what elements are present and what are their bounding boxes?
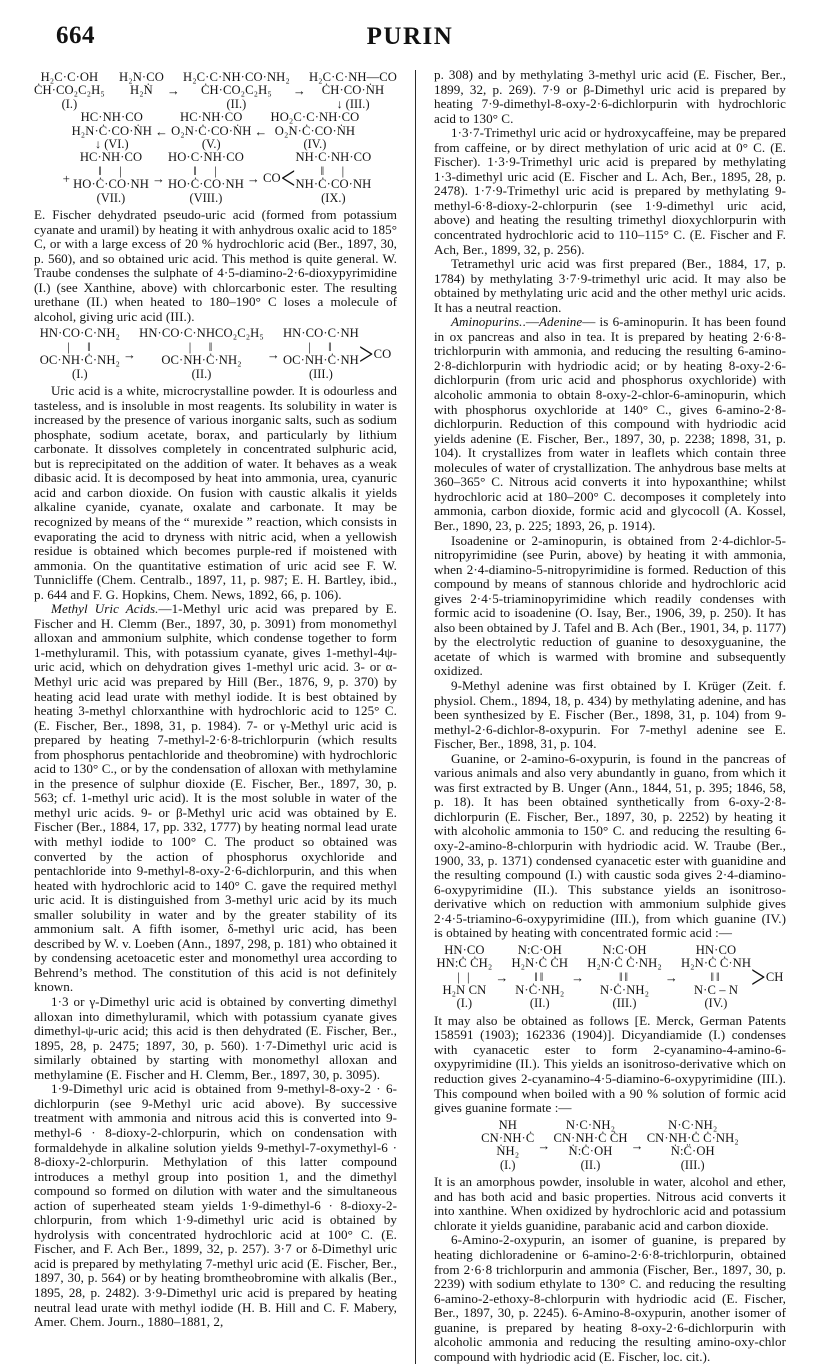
paragraph: 9-Methyl adenine was first obtained by I. Krüger (Zeit. f. physiol. Chem., 1894, 18, p. 434) by methylating adenine, and has been synthesized by E. Fischer (Ber., 1898, 31, p. 104) from 9-methyl-2·6-dichlor-8-oxypurin. For 7-methyl adenine see E. Fischer, Ber., 1898, 31, p. 104.: [433, 677, 786, 752]
formula-suffix: CH: [765, 969, 784, 984]
formula-fragment: HN·CO·C·NH₂ | ‖ OC·NH·Ċ·NH₂ (I.): [39, 326, 121, 381]
scheme-uric-acid-synthesis: [34, 71, 397, 205]
down-arrow-icon: ↓: [94, 137, 102, 152]
formula-fragment: NH·C·NH·CO ‖ | NH·Ċ·CO·NH (IX.): [295, 150, 372, 205]
down-arrow-icon: ↓: [336, 96, 343, 111]
paragraph-text: —1-Methyl uric acid was prepared by E. Fischer and H. Clemm (Ber., 1897, 30, p. 3091) from monomethyl alloxan and ammonium sulphite, which condense together to form 1-methyluramil. This, with potassium cyanate, gives 1-methyl-4ψ-uric acid, which on dehydration gives 1-methyl uric acid. 3- or α-Methyl uric acid was prepared by Hill (Ber., 1876, 9, p. 370) by heating acid lead urate with methyl iodide. It is best obtained by heating 3-methyl chlorxanthine with hydrochloric acid to 125° C. (E. Fischer, Ber., 1898, 31, p. 1984). 7- or γ-Methyl uric acid is prepared by heating 7-methyl-2·6·8-trichlorpurin (which results from phosphorus pentachloride and theobromine) with hydrochloric acid to 130° C., or by the condensation of alloxan with methylamine in the presence of sulphur dioxide (E. Fischer, Ber., 1897, 30, p. 563; cf. 1-methyl uric acid). It is the most soluble in water of the methyl uric acids. 9- or β-Methyl uric acid was obtained by E. Fischer (Ber., 1884, 17, pp. 332, 1777) by heating normal lead urate with methyl iodide to 100° C. The product so obtained was converted by the action of phosphorus oxychloride and pentachloride into 9-methyl-8-oxy-2·6-dichlorpurin, and this when heated with hydrochloric acid to 140° C. gave the required methyl uric acid. It is distinguished from 3-methyl uric acid by its much smaller solubility in water and by the greater stability of its ammonium salt. A fifth isomer, δ-methyl uric acid, has been described by W. v. Loeben (Ann., 1897, 298, p. 181) who obtained it by condensing acetoacetic ester and monomethyl urea according to Behrend’s method. The constitution of this acid is not definitely known.: [34, 601, 397, 995]
formula-fragment: HC·NH·CO ‖ | HO·Ċ·CO·NH (VII.): [73, 150, 149, 205]
paragraph: It may also be obtained as follows [E. Merck, German Patents 158591 (1903); 162336 (1904)]. Dicyandiamide (I.) condenses with cyanacetic ester to form 2-cyanamino-4-amino-6-oxypyrimidine (II.). This yields an isonitroso-derivative which on reduction gives 2-cyanamino-4·5-diamino-6-oxypyrimidine (III.). This compound when boiled with a 90 % solution of formic acid gives guanine formate :—: [433, 1012, 786, 1116]
reaction-arrow-icon: →: [292, 83, 306, 99]
section-heading: Methyl Uric Acids.: [51, 601, 159, 617]
reaction-arrow-icon: →: [166, 83, 180, 99]
scheme-traube-synthesis: [34, 327, 397, 381]
formula-fragment: HO·C·NH·CO ‖ | HO·Ċ·CO·NH (VIII.): [168, 150, 244, 205]
reaction-arrow-icon: →: [664, 969, 678, 985]
bond-marks: ‖‖: [534, 969, 546, 984]
formula-prefix: CO: [263, 170, 281, 185]
formula-fragment: HN·CO HN:Ċ ĊH₂ | | H₂N CN (I.): [436, 942, 493, 1011]
paragraph: It is an amorphous powder, insoluble in water, alcohol and ether, and has both acid and basic properties. Nitrous acid converts it into xanthine. When oxidized by hydrochloric acid and potassium chlorate it yields guanidine, parabanic acid and carbon dioxide.: [433, 1174, 786, 1233]
formula-fragment: HN·CO·C·NH | ‖ OC·NH·Ċ·NH (III.): [282, 326, 359, 381]
formula-fragment: H₂C·C·NH·CO·NH₂ ĊH·CO₂C₂H₅ (II.): [183, 70, 290, 111]
formula-fragment: HC·NH·CO H₂N·Ċ·CO·ṄH ↓ (VI.): [71, 110, 152, 152]
formula-fragment: HN·CO H₂N·Ċ Ċ·NH ‖‖ N·C – N (IV.): [680, 942, 752, 1011]
paragraph: Tetramethyl uric acid was first prepared (Ber., 1884, 17, p. 1784) by methylating 3·7·9-trimethyl uric acid. It may also be obtained by methylating uric acid and the other methyl uric acids. It has a neutral reaction.: [433, 256, 786, 315]
reaction-arrow-icon: →: [571, 969, 585, 985]
formula-fragment: H₂N·CO H₂Ṅ: [119, 70, 164, 98]
running-title: PURIN: [366, 23, 454, 50]
paragraph: 1·9-Dimethyl uric acid is obtained from 9-methyl-8-oxy-2 · 6-dichlorpurin (see 9-Methyl uric acid above). By successive treatment with ammonia and nitrous acid this is converted into 9-methyl-6 · 8-dioxy-2-chlorpurin, which on condensation with formaldehyde in alkaline solution yields 9-methyl-7-oxymethyl-6 · 8-dioxy-2-chlorpurin. Methylation of this latter compound introduces a methyl group into position 1, and the dimethyl compound so formed on dilution with water and the simultaneous action of superheated steam yields 1·9-dimethyl-6 · 8-dioxy-2-chlorpurin, from which 1·9-dimethyl uric acid is obtained by hydrolysis with concentrated hydrochloric acid at 100° C. (E. Fischer, and F. Ach Ber., 1899, 32, p. 257). 3·7 or δ-Dimethyl uric acid is prepared by methylating 7-methyl uric acid (E. Fischer, Ber., 1897, 30, p. 564) or by heating bromtheobromine with alkalis (Ber., 1895, 28, p. 2482). 3·9-Dimethyl uric acid is prepared by heating neutral lead urate with methyl iodide (H. B. Hill and C. F. Mabery, Amer. Chem. Journ., 1880–1881, 2,: [34, 1081, 397, 1330]
reaction-arrow-icon: →: [246, 170, 261, 186]
reaction-arrow-icon: →: [537, 1137, 551, 1153]
paragraph: E. Fischer dehydrated pseudo-uric acid (formed from potassium cyanate and uramil) by heating it with anhydrous oxalic acid to 185° C, or with a large excess of 20 % hydrochloric acid (Ber., 1897, 30, p. 560), and so obtained uric acid. This method is quite general. W. Traube condenses the sulphate of 4·5-diamino-2·6-dioxypyrimidine (I.) (see Xanthine, above) with chlorcarbonic ester. The resulting urethane (II.) when heated to 180–190° C loses a molecule of alcohol, giving uric acid (III.).: [34, 207, 397, 324]
reaction-arrow-icon: →: [123, 346, 137, 362]
brace-icon: >: [751, 959, 766, 996]
paragraph: Guanine, or 2-amino-6-oxypurin, is found in the pancreas of various animals and also very abundantly in guano, from which it was first extracted by B. Unger (Ann., 1844, 51, p. 395; 1846, 58, p. 18). It has been obtained synthetically from 6-oxy-2·8-dichlorpurin (E. Fischer, Ber., 1897, 30, p. 2252) by heating it with alcoholic ammonia to 150° C. and reducing the resulting 6-oxy-2-amino-8-chlorpurin with hydriodic acid. W. Traube (Ber., 1900, 33, p. 1371) condensed cyanacetic ester with guanidine and the resulting compound (I.) with caustic soda gives 2·4-diamino-6-oxypyrimidine (II.). This substance yields an isonitroso-derivative which on reduction with ammonium sulphide gives 2·4·5-triamino-6-oxypyrimidine (III.), from which guanine (IV.) is obtained by heating with concentrated formic acid :—: [433, 750, 786, 941]
column-divider: [415, 70, 416, 1364]
formula-suffix: CO: [373, 346, 392, 361]
reaction-arrow-icon: →: [266, 346, 280, 362]
formula-fragment: HC·NH·CO O₂N·Ċ·CO·ṄH (V.): [171, 110, 252, 152]
left-column: [34, 68, 408, 1330]
formula-fragment: HN·CO·C·NHCO₂C₂H₅ | ‖ OC·NH·Ċ·NH₂ (II.): [139, 326, 264, 381]
reaction-arrow-icon: →: [495, 969, 509, 985]
formula-fragment: HO₂C·C·NH·CO O₂N·Ċ·CO·ṄH (IV.): [270, 110, 360, 152]
formula-fragment: N·C·NH₂ CN·NH·Ċ Ċ·NH₂ Ṅ:C̈·OH (III.): [646, 1117, 739, 1172]
reaction-arrow-icon: ←: [154, 123, 169, 139]
right-column: [423, 68, 786, 1364]
formula-fragment: N:C·OH H₂N·Ċ ĊH ‖‖ N·Ċ·NH₂ (II.): [511, 942, 569, 1011]
scheme-guanine-formate: [434, 1119, 786, 1173]
paragraph: Aminopurins..—Adenine— is 6-aminopurin. It has been found in ox pancreas and also in tea. It is prepared by heating 2·6·8-trichlorpurin with ammonia, and reducing the resulting 6-amino-2·8-dichlorpurin with hydriodic acid; or by heating 8-oxy-2·6-dichlorpurin (from uric acid and phosphorus oxychloride) with alcoholic ammonia to obtain 8-oxy-2-chlor-6-aminopurin, which with phosphorus oxychloride at 140° C., gives 6-amino-2·8-dichlorpurin. Reduction of this compound with hydriodic acid yields adenine (E. Fischer, Ber., 1897, 30, p. 2238; 1898, 31, p. 104). It crystallizes from water in leaflets which contain three molecules of water of crystallization. The anhydrous base melts at 360–365° C. Nitrous acid converts it into hypoxanthine; whilst hydrochloric acid at 180–200° C. decomposes it completely into ammonia, carbon dioxide, formic acid and glycocoll (A. Kossel, Ber., 1890, 23, p. 225; 1893, 26, p. 1914).: [433, 314, 786, 533]
reaction-arrow-icon: →: [630, 1137, 644, 1153]
paragraph: Uric acid is a white, microcrystalline powder. It is odourless and tasteless, and is insoluble in most reagents. Its solubility in water is increased by the presence of various inorganic salts, such as sodium phosphate, sodium acetate, borax, and particularly by lithium carbonate. It dissolves completely in concentrated sulphuric acid, but is reprecipitated on the addition of water. It behaves as a weak dibasic acid. It is decomposed by heat into ammonia, urea, cyanuric acid and carbon dioxide. On fusion with caustic alkalis it yields alkaline cyanide, cyanate, oxalate and carbonate. It may be recognized by means of the “ murexide ” reaction, which consists in evaporating the acid to dryness with nitric acid, when a yellowish residue is obtained which becomes purple-red if moistened with ammonia. On the quantitative estimation of uric acid see F. W. Tunnicliffe (Chem. Centralb., 1897, 11, p. 987; E. H. Bartley, ibid., p. 644 and F. G. Hopkins, Chem. News, 1892, 66, p. 106).: [34, 383, 397, 602]
formula-fragment: H₂C·C·OH ĊH·CO₂C₂H₅ (I.): [34, 70, 105, 111]
running-head: [38, 22, 782, 68]
paragraph-text: — is 6-aminopurin. It has been found in ox pancreas and also in tea. It is prepared by heating 2·6·8-trichlorpurin with ammonia, and reducing the resulting 6-amino-2·8-dichlorpurin with hydriodic acid; or by heating 8-oxy-2·6-dichlorpurin (from uric acid and phosphorus oxychloride) with alcoholic ammonia to obtain 8-oxy-2-chlor-6-aminopurin, which with phosphorus oxychloride at 140° C., gives 6-amino-2·8-dichlorpurin. Reduction of this compound with hydriodic acid yields adenine (E. Fischer, Ber., 1897, 30, p. 2238; 1898, 31, p. 104). It crystallizes from water in leaflets which contain three molecules of water of crystallization. The anhydrous base melts at 360–365° C. Nitrous acid converts it into hypoxanthine; whilst hydrochloric acid at 180–200° C. decomposes it completely into ammonia, carbon dioxide, formic acid and glycocoll (A. Kossel, Ber., 1890, 23, p. 225; 1893, 26, p. 1914).: [433, 314, 786, 533]
brace-icon: <: [280, 160, 296, 197]
formula-fragment: H₂C·C·NH—CO ĊH·CO·ṄH ↓ (III.): [308, 70, 397, 111]
bond-marks: ‖ |: [98, 163, 124, 178]
scheme-guanine-synthesis: [434, 944, 786, 1011]
page-number: 664: [56, 22, 95, 49]
bond-marks: | ‖: [67, 339, 93, 354]
section-heading: Aminopurins.: [450, 314, 523, 330]
paragraph: 6-Amino-2-oxypurin, an isomer of guanine, is prepared by heating dichloradenine or 6-amino-2·6·8-trichlorpurin, obtained from 2·6·8 trichlorpurin and ammonia (Fischer, Ber., 1897, 30, p. 2239) with sodium ethylate to 130° C. and reducing the resulting 6-amino-2-ethoxy-8-chlorpurin with hydriodic acid (E. Fischer, Ber., 1897, 30, p. 2245). 6-Amino-8-oxypurin, another isomer of guanine, is prepared by heating 8-oxy-2·6-dichlorpurin with alcoholic ammonia and reducing the resulting amino-oxy-chlor compound with hydriodic acid (E. Fischer, loc. cit.).: [433, 1232, 786, 1364]
bond-marks: ‖ |: [193, 163, 219, 178]
body-columns: [34, 68, 786, 1364]
bond-marks: ‖ |: [320, 163, 347, 178]
bond-marks: | ‖: [188, 339, 215, 354]
encyclopedia-page: [0, 22, 820, 1364]
reaction-arrow-icon: ←: [254, 123, 268, 139]
paragraph: [34, 602, 397, 995]
bond-marks: ‖‖: [710, 969, 722, 984]
reaction-arrow-icon: →: [151, 170, 166, 186]
paragraph: 1·3·7-Trimethyl uric acid or hydroxycaffeine, may be prepared from caffeine, or by direct methylation of uric acid at 0° C. (E. Fischer). 1·3·9-Trimethyl uric acid is prepared by methylating 1·3-dimethyl uric acid (E. Fischer and L. Ach, Ber., 1895, 28, p. 2478). 1·7·9-Trimethyl uric acid is prepared by methylating 9-methyl-6·8-dioxy-2-chlorpurin (see 1·9-dimethyl uric acid, above) and heating the resulting trimethyl dioxychlorpurin with concentrated hydrochloric acid to 110–115° C. (E. Fischer and F. Ach, Ber., 1899, 32, p. 256).: [433, 125, 786, 257]
paragraph: Isoadenine or 2-aminopurin, is obtained from 2·4-dichlor-5-nitropyrimidine (see Purin, above) by heating it with ammonia, when 2·4-diamino-5-nitropyrimidine is formed. Reduction of this compound by means of stannous chloride and hydrochloric acid gives 2·4·5-triaminopyrimidine which readily condenses with formic acid to isoadenine (O. Isay, Ber., 1906, 39, p. 250). It has also been obtained by J. Tafel and B. Ach (Ber., 1901, 34, p. 1177) by the electrolytic reduction of guanine to desoxyguanine, the acetate of which is warmed with bromine and subsequently oxidized.: [433, 532, 786, 679]
paragraph: 1·3 or γ-Dimethyl uric acid is obtained by converting dimethyl alloxan into dimethyluramil, which with potassium cyanate gives dimethyl-ψ-uric acid; this acid is then dehydrated (E. Fischer, Ber., 1895, 28, p. 2475; 1897, 30, p. 560). 1·7-Dimethyl uric acid is similarly obtained by starting with monomethyl alloxan and methylamine (E. Fischer and H. Clemm, Ber., 1897, 30, p. 3095).: [34, 994, 397, 1082]
bond-marks: ‖‖: [618, 969, 631, 984]
subject-name: Adenine: [538, 314, 583, 330]
brace-icon: >: [358, 336, 374, 373]
plus-sign: +: [62, 170, 71, 186]
paragraph: p. 308) and by methylating 3-methyl uric acid (E. Fischer, Ber., 1899, 32, p. 269). 7·9 or β-Dimethyl uric acid is prepared by heating 7·9-dimethyl-8-oxy-2·6-dichlorpurin with hydrochloric acid to 130° C.: [433, 67, 786, 126]
bond-marks: | |: [457, 969, 472, 984]
formula-fragment: N:C·OH H₂N·Ċ Ċ·NH₂ ‖‖ N·Ċ·NH₂ (III.): [587, 942, 662, 1011]
bond-marks: | ‖: [308, 339, 334, 354]
formula-fragment: N·C·NH₂ CN·NH·Ċ ĊH Ṅ:Ċ·OH (II.): [553, 1117, 628, 1172]
formula-fragment: NH CN·NH·Ċ ṄH₂ (I.): [481, 1117, 535, 1172]
